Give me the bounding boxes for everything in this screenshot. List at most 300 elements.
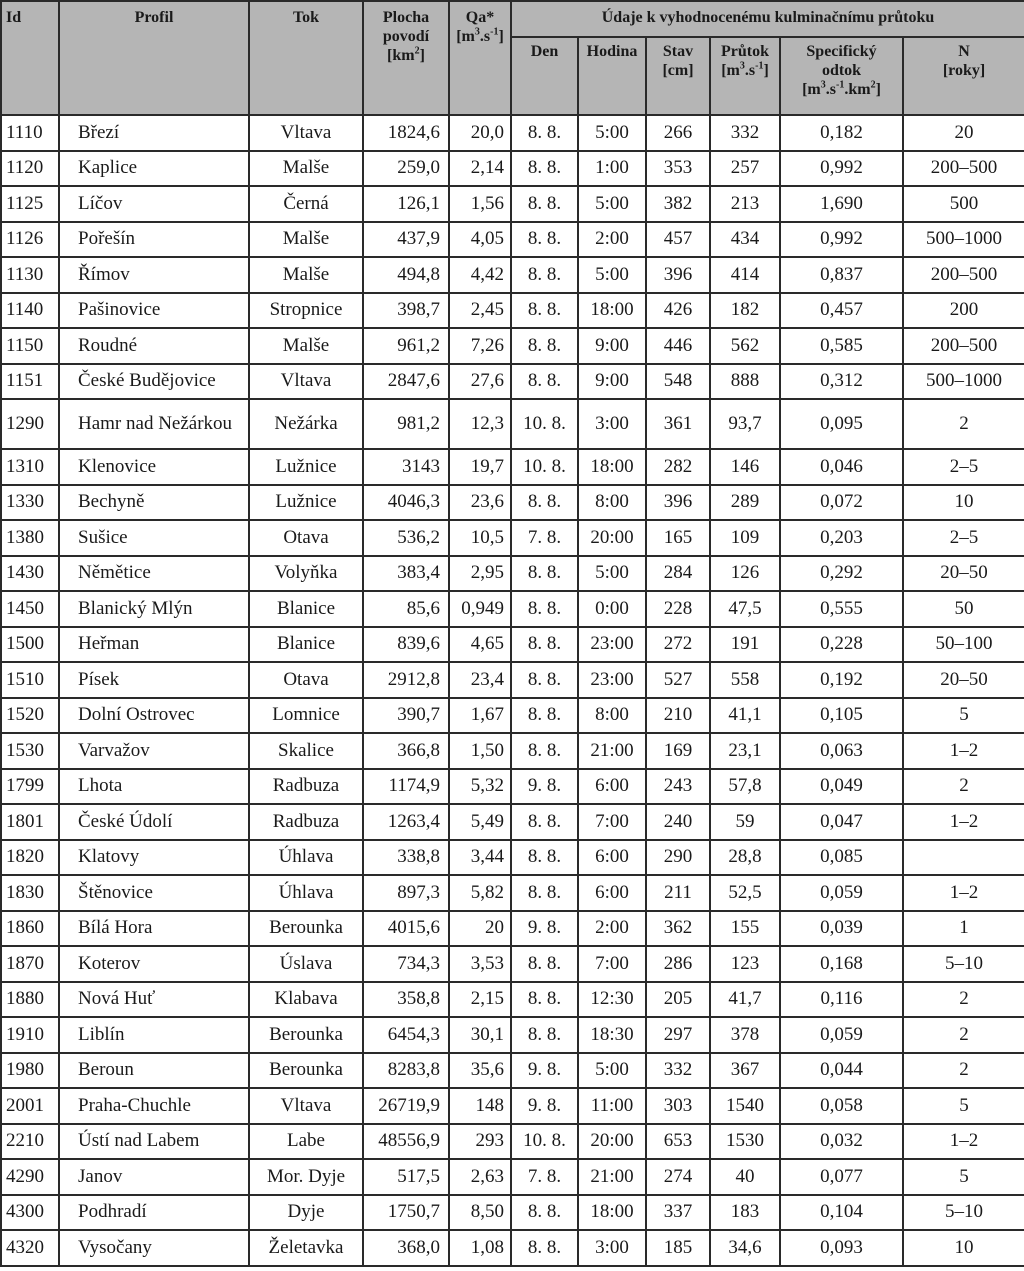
cell-tok: Malše — [249, 151, 363, 187]
cell-plocha: 398,7 — [363, 293, 449, 329]
cell-hodina: 5:00 — [578, 556, 646, 592]
header-stav: Stav [cm] — [646, 37, 710, 115]
table-row — [1, 698, 1024, 734]
cell-n: 1–2 — [903, 733, 1024, 769]
cell-profil: Pašinovice — [59, 293, 249, 329]
cell-n: 500–1000 — [903, 364, 1024, 400]
cell-id: 1799 — [1, 769, 59, 805]
cell-qa: 4,42 — [449, 257, 511, 293]
cell-stav: 169 — [646, 733, 710, 769]
cell-tok: Nežárka — [249, 399, 363, 449]
cell-qa: 4,05 — [449, 222, 511, 258]
cell-plocha: 358,8 — [363, 982, 449, 1018]
table-row — [1, 1088, 1024, 1124]
cell-stav: 205 — [646, 982, 710, 1018]
header-prutok: Průtok $[m^3.s^{-1}]$ — [710, 37, 780, 115]
cell-profil: Podhradí — [59, 1195, 249, 1231]
cell-id: 1910 — [1, 1017, 59, 1053]
cell-id: 4320 — [1, 1230, 59, 1266]
cell-id: 1510 — [1, 662, 59, 698]
header-qa: Qa* $[m^3.s^{-1}]$ — [449, 1, 511, 115]
cell-den: 8. 8. — [511, 662, 578, 698]
cell-n: 2 — [903, 769, 1024, 805]
cell-hodina: 18:00 — [578, 1195, 646, 1231]
cell-plocha: 1174,9 — [363, 769, 449, 805]
cell-qa: 2,15 — [449, 982, 511, 1018]
cell-qa: 0,949 — [449, 591, 511, 627]
table-row — [1, 1053, 1024, 1089]
cell-hodina: 23:00 — [578, 662, 646, 698]
cell-stav: 426 — [646, 293, 710, 329]
cell-profil: Římov — [59, 257, 249, 293]
cell-specificky-odtok: 0,085 — [780, 840, 903, 876]
cell-profil: Ústí nad Labem — [59, 1124, 249, 1160]
cell-specificky-odtok: 0,072 — [780, 485, 903, 521]
table-row — [1, 1230, 1024, 1266]
cell-hodina: 20:00 — [578, 520, 646, 556]
cell-stav: 382 — [646, 186, 710, 222]
cell-plocha: 6454,3 — [363, 1017, 449, 1053]
cell-n: 2 — [903, 1017, 1024, 1053]
cell-n — [903, 840, 1024, 876]
cell-profil: Pořešín — [59, 222, 249, 258]
cell-n: 1–2 — [903, 1124, 1024, 1160]
cell-den: 8. 8. — [511, 982, 578, 1018]
cell-hodina: 20:00 — [578, 1124, 646, 1160]
cell-profil: Lhota — [59, 769, 249, 805]
cell-profil: Varvažov — [59, 733, 249, 769]
cell-tok: Černá — [249, 186, 363, 222]
table-row — [1, 1124, 1024, 1160]
cell-qa: 30,1 — [449, 1017, 511, 1053]
cell-tok: Stropnice — [249, 293, 363, 329]
cell-stav: 297 — [646, 1017, 710, 1053]
cell-prutok: 41,1 — [710, 698, 780, 734]
cell-stav: 353 — [646, 151, 710, 187]
cell-n: 10 — [903, 1230, 1024, 1266]
cell-plocha: 8283,8 — [363, 1053, 449, 1089]
cell-stav: 457 — [646, 222, 710, 258]
table-row — [1, 1195, 1024, 1231]
cell-den: 8. 8. — [511, 698, 578, 734]
cell-tok: Lužnice — [249, 449, 363, 485]
cell-profil: Písek — [59, 662, 249, 698]
cell-tok: Mor. Dyje — [249, 1159, 363, 1195]
cell-id: 1380 — [1, 520, 59, 556]
cell-tok: Lomnice — [249, 698, 363, 734]
cell-specificky-odtok: 0,039 — [780, 911, 903, 947]
cell-id: 1151 — [1, 364, 59, 400]
cell-prutok: 332 — [710, 115, 780, 151]
cell-profil: Štěnovice — [59, 875, 249, 911]
cell-n: 500 — [903, 186, 1024, 222]
cell-den: 8. 8. — [511, 1230, 578, 1266]
cell-hodina: 18:00 — [578, 449, 646, 485]
cell-prutok: 888 — [710, 364, 780, 400]
cell-den: 8. 8. — [511, 485, 578, 521]
cell-qa: 2,14 — [449, 151, 511, 187]
cell-tok: Malše — [249, 222, 363, 258]
cell-n: 20–50 — [903, 556, 1024, 592]
cell-qa: 5,32 — [449, 769, 511, 805]
cell-stav: 266 — [646, 115, 710, 151]
cell-id: 1126 — [1, 222, 59, 258]
cell-specificky-odtok: 0,047 — [780, 804, 903, 840]
cell-den: 8. 8. — [511, 364, 578, 400]
cell-prutok: 367 — [710, 1053, 780, 1089]
cell-specificky-odtok: 0,049 — [780, 769, 903, 805]
cell-id: 4290 — [1, 1159, 59, 1195]
table-row — [1, 627, 1024, 663]
table-row — [1, 257, 1024, 293]
cell-id: 2210 — [1, 1124, 59, 1160]
table-row — [1, 449, 1024, 485]
cell-id: 1520 — [1, 698, 59, 734]
cell-id: 4300 — [1, 1195, 59, 1231]
cell-profil: Březí — [59, 115, 249, 151]
cell-tok: Klabava — [249, 982, 363, 1018]
cell-prutok: 109 — [710, 520, 780, 556]
cell-tok: Labe — [249, 1124, 363, 1160]
cell-stav: 228 — [646, 591, 710, 627]
cell-profil: Hamr nad Nežárkou — [59, 399, 249, 449]
cell-den: 8. 8. — [511, 591, 578, 627]
cell-prutok: 23,1 — [710, 733, 780, 769]
cell-den: 10. 8. — [511, 449, 578, 485]
header-id: Id — [1, 1, 59, 115]
cell-stav: 337 — [646, 1195, 710, 1231]
cell-den: 7. 8. — [511, 520, 578, 556]
cell-n: 10 — [903, 485, 1024, 521]
cell-prutok: 378 — [710, 1017, 780, 1053]
table-row — [1, 1017, 1024, 1053]
table-body — [1, 115, 1024, 1266]
header-tok: Tok — [249, 1, 363, 115]
cell-profil: Klenovice — [59, 449, 249, 485]
cell-specificky-odtok: 0,032 — [780, 1124, 903, 1160]
cell-qa: 1,56 — [449, 186, 511, 222]
cell-specificky-odtok: 0,104 — [780, 1195, 903, 1231]
cell-qa: 1,50 — [449, 733, 511, 769]
cell-plocha: 26719,9 — [363, 1088, 449, 1124]
cell-n: 200–500 — [903, 151, 1024, 187]
cell-id: 1290 — [1, 399, 59, 449]
cell-prutok: 57,8 — [710, 769, 780, 805]
cell-den: 8. 8. — [511, 186, 578, 222]
cell-profil: Beroun — [59, 1053, 249, 1089]
cell-den: 10. 8. — [511, 399, 578, 449]
cell-hodina: 8:00 — [578, 485, 646, 521]
cell-tok: Blanice — [249, 591, 363, 627]
cell-specificky-odtok: 0,095 — [780, 399, 903, 449]
cell-plocha: 368,0 — [363, 1230, 449, 1266]
cell-qa: 23,4 — [449, 662, 511, 698]
cell-den: 9. 8. — [511, 911, 578, 947]
table-row — [1, 186, 1024, 222]
cell-specificky-odtok: 0,992 — [780, 151, 903, 187]
cell-den: 8. 8. — [511, 257, 578, 293]
cell-tok: Berounka — [249, 911, 363, 947]
cell-tok: Otava — [249, 520, 363, 556]
cell-prutok: 289 — [710, 485, 780, 521]
header-profil: Profil — [59, 1, 249, 115]
cell-profil: Nová Huť — [59, 982, 249, 1018]
cell-id: 1870 — [1, 946, 59, 982]
cell-tok: Malše — [249, 328, 363, 364]
cell-plocha: 338,8 — [363, 840, 449, 876]
cell-id: 1110 — [1, 115, 59, 151]
cell-qa: 27,6 — [449, 364, 511, 400]
table-row — [1, 520, 1024, 556]
cell-n: 5 — [903, 1159, 1024, 1195]
cell-profil: Dolní Ostrovec — [59, 698, 249, 734]
cell-prutok: 213 — [710, 186, 780, 222]
cell-qa: 4,65 — [449, 627, 511, 663]
cell-stav: 332 — [646, 1053, 710, 1089]
cell-id: 1140 — [1, 293, 59, 329]
cell-tok: Berounka — [249, 1053, 363, 1089]
cell-specificky-odtok: 0,058 — [780, 1088, 903, 1124]
cell-id: 1500 — [1, 627, 59, 663]
cell-plocha: 366,8 — [363, 733, 449, 769]
cell-profil: České Údolí — [59, 804, 249, 840]
cell-hodina: 23:00 — [578, 627, 646, 663]
cell-n: 2 — [903, 399, 1024, 449]
cell-prutok: 257 — [710, 151, 780, 187]
cell-prutok: 155 — [710, 911, 780, 947]
cell-den: 8. 8. — [511, 293, 578, 329]
cell-prutok: 126 — [710, 556, 780, 592]
cell-tok: Vltava — [249, 364, 363, 400]
cell-den: 8. 8. — [511, 840, 578, 876]
table-row — [1, 911, 1024, 947]
cell-profil: Vysočany — [59, 1230, 249, 1266]
table-row — [1, 151, 1024, 187]
table-row — [1, 733, 1024, 769]
cell-den: 8. 8. — [511, 875, 578, 911]
cell-hodina: 9:00 — [578, 364, 646, 400]
cell-profil: Sušice — [59, 520, 249, 556]
header-hodina: Hodina — [578, 37, 646, 115]
cell-hodina: 11:00 — [578, 1088, 646, 1124]
cell-qa: 35,6 — [449, 1053, 511, 1089]
cell-hodina: 3:00 — [578, 1230, 646, 1266]
table-header — [1, 1, 1024, 115]
cell-qa: 3,53 — [449, 946, 511, 982]
cell-stav: 282 — [646, 449, 710, 485]
cell-stav: 272 — [646, 627, 710, 663]
cell-qa: 8,50 — [449, 1195, 511, 1231]
cell-hodina: 21:00 — [578, 733, 646, 769]
cell-n: 200–500 — [903, 257, 1024, 293]
cell-hodina: 6:00 — [578, 840, 646, 876]
cell-profil: Bechyně — [59, 485, 249, 521]
cell-prutok: 183 — [710, 1195, 780, 1231]
cell-n: 2 — [903, 982, 1024, 1018]
cell-stav: 548 — [646, 364, 710, 400]
cell-plocha: 85,6 — [363, 591, 449, 627]
cell-stav: 284 — [646, 556, 710, 592]
cell-plocha: 1750,7 — [363, 1195, 449, 1231]
cell-qa: 148 — [449, 1088, 511, 1124]
cell-specificky-odtok: 0,457 — [780, 293, 903, 329]
cell-plocha: 897,3 — [363, 875, 449, 911]
table-row — [1, 399, 1024, 449]
cell-profil: Klatovy — [59, 840, 249, 876]
cell-prutok: 52,5 — [710, 875, 780, 911]
cell-n: 200 — [903, 293, 1024, 329]
cell-den: 10. 8. — [511, 1124, 578, 1160]
header-plocha: Plocha povodí $[km^2]$ — [363, 1, 449, 115]
cell-prutok: 414 — [710, 257, 780, 293]
cell-prutok: 1530 — [710, 1124, 780, 1160]
cell-specificky-odtok: 0,192 — [780, 662, 903, 698]
cell-tok: Blanice — [249, 627, 363, 663]
cell-n: 1–2 — [903, 875, 1024, 911]
cell-prutok: 1540 — [710, 1088, 780, 1124]
cell-plocha: 961,2 — [363, 328, 449, 364]
cell-prutok: 191 — [710, 627, 780, 663]
cell-n: 5–10 — [903, 1195, 1024, 1231]
cell-hodina: 18:00 — [578, 293, 646, 329]
cell-id: 1980 — [1, 1053, 59, 1089]
cell-specificky-odtok: 0,044 — [780, 1053, 903, 1089]
cell-den: 8. 8. — [511, 804, 578, 840]
cell-plocha: 2912,8 — [363, 662, 449, 698]
cell-specificky-odtok: 0,046 — [780, 449, 903, 485]
cell-prutok: 434 — [710, 222, 780, 258]
cell-hodina: 2:00 — [578, 222, 646, 258]
cell-hodina: 18:30 — [578, 1017, 646, 1053]
cell-stav: 290 — [646, 840, 710, 876]
cell-profil: Heřman — [59, 627, 249, 663]
cell-stav: 653 — [646, 1124, 710, 1160]
cell-hodina: 9:00 — [578, 328, 646, 364]
table-row — [1, 328, 1024, 364]
cell-qa: 3,44 — [449, 840, 511, 876]
cell-n: 20 — [903, 115, 1024, 151]
cell-hodina: 5:00 — [578, 186, 646, 222]
cell-specificky-odtok: 0,059 — [780, 1017, 903, 1053]
cell-prutok: 182 — [710, 293, 780, 329]
cell-plocha: 4015,6 — [363, 911, 449, 947]
table-row — [1, 485, 1024, 521]
cell-prutok: 28,8 — [710, 840, 780, 876]
table-row — [1, 364, 1024, 400]
cell-qa: 10,5 — [449, 520, 511, 556]
header-group-culmination: Údaje k vyhodnocenému kulminačnímu průtoku — [511, 1, 1024, 37]
cell-id: 1801 — [1, 804, 59, 840]
cell-specificky-odtok: 0,063 — [780, 733, 903, 769]
cell-qa: 2,95 — [449, 556, 511, 592]
cell-hodina: 5:00 — [578, 115, 646, 151]
cell-prutok: 40 — [710, 1159, 780, 1195]
cell-hodina: 12:30 — [578, 982, 646, 1018]
cell-specificky-odtok: 1,690 — [780, 186, 903, 222]
cell-id: 1860 — [1, 911, 59, 947]
cell-id: 1830 — [1, 875, 59, 911]
cell-n: 1–2 — [903, 804, 1024, 840]
cell-qa: 1,08 — [449, 1230, 511, 1266]
cell-profil: Líčov — [59, 186, 249, 222]
cell-id: 1450 — [1, 591, 59, 627]
cell-qa: 12,3 — [449, 399, 511, 449]
cell-prutok: 558 — [710, 662, 780, 698]
cell-n: 50 — [903, 591, 1024, 627]
cell-prutok: 34,6 — [710, 1230, 780, 1266]
cell-stav: 240 — [646, 804, 710, 840]
cell-profil: Blanický Mlýn — [59, 591, 249, 627]
cell-n: 1 — [903, 911, 1024, 947]
cell-den: 8. 8. — [511, 222, 578, 258]
header-den: Den — [511, 37, 578, 115]
cell-id: 1430 — [1, 556, 59, 592]
cell-tok: Dyje — [249, 1195, 363, 1231]
cell-n: 2–5 — [903, 449, 1024, 485]
cell-stav: 446 — [646, 328, 710, 364]
cell-profil: Praha-Chuchle — [59, 1088, 249, 1124]
cell-stav: 362 — [646, 911, 710, 947]
cell-plocha: 517,5 — [363, 1159, 449, 1195]
cell-specificky-odtok: 0,077 — [780, 1159, 903, 1195]
cell-hodina: 6:00 — [578, 769, 646, 805]
cell-n: 50–100 — [903, 627, 1024, 663]
cell-specificky-odtok: 0,585 — [780, 328, 903, 364]
cell-tok: Úhlava — [249, 875, 363, 911]
cell-plocha: 3143 — [363, 449, 449, 485]
table-row — [1, 1159, 1024, 1195]
cell-specificky-odtok: 0,292 — [780, 556, 903, 592]
cell-den: 9. 8. — [511, 769, 578, 805]
cell-profil: Kaplice — [59, 151, 249, 187]
cell-tok: Vltava — [249, 1088, 363, 1124]
cell-den: 9. 8. — [511, 1053, 578, 1089]
cell-n: 200–500 — [903, 328, 1024, 364]
cell-plocha: 981,2 — [363, 399, 449, 449]
cell-qa: 5,49 — [449, 804, 511, 840]
cell-stav: 396 — [646, 257, 710, 293]
cell-prutok: 41,7 — [710, 982, 780, 1018]
cell-plocha: 259,0 — [363, 151, 449, 187]
cell-tok: Úhlava — [249, 840, 363, 876]
cell-hodina: 5:00 — [578, 1053, 646, 1089]
cell-specificky-odtok: 0,093 — [780, 1230, 903, 1266]
cell-n: 5–10 — [903, 946, 1024, 982]
cell-stav: 274 — [646, 1159, 710, 1195]
table-row — [1, 804, 1024, 840]
cell-stav: 303 — [646, 1088, 710, 1124]
cell-prutok: 562 — [710, 328, 780, 364]
cell-id: 1120 — [1, 151, 59, 187]
cell-den: 8. 8. — [511, 115, 578, 151]
cell-n: 2 — [903, 1053, 1024, 1089]
cell-den: 8. 8. — [511, 946, 578, 982]
cell-plocha: 48556,9 — [363, 1124, 449, 1160]
cell-plocha: 839,6 — [363, 627, 449, 663]
cell-specificky-odtok: 0,203 — [780, 520, 903, 556]
cell-stav: 211 — [646, 875, 710, 911]
cell-id: 1330 — [1, 485, 59, 521]
cell-tok: Vltava — [249, 115, 363, 151]
cell-specificky-odtok: 0,168 — [780, 946, 903, 982]
cell-plocha: 4046,3 — [363, 485, 449, 521]
cell-plocha: 437,9 — [363, 222, 449, 258]
cell-plocha: 1263,4 — [363, 804, 449, 840]
cell-den: 7. 8. — [511, 1159, 578, 1195]
cell-stav: 361 — [646, 399, 710, 449]
cell-qa: 5,82 — [449, 875, 511, 911]
cell-qa: 20,0 — [449, 115, 511, 151]
